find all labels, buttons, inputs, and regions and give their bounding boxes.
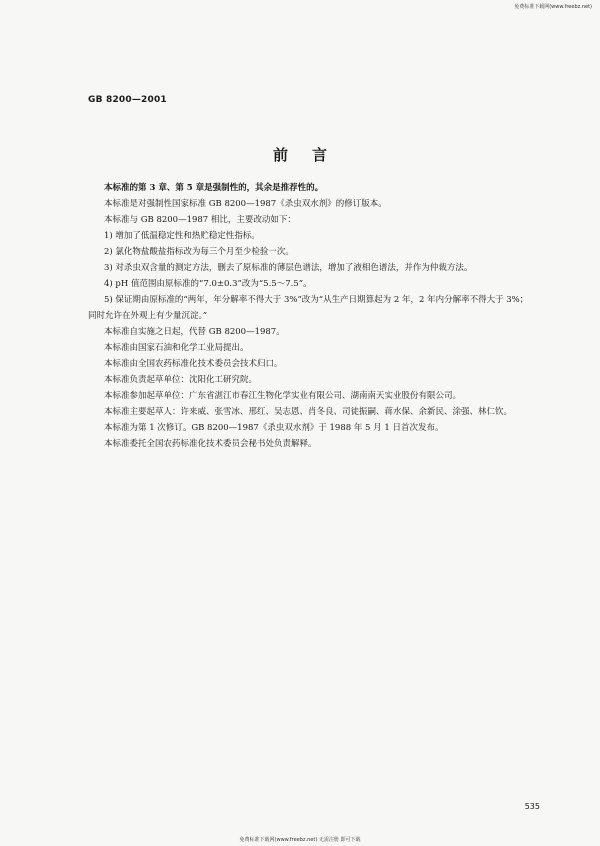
paragraph: 本标准的第 3 章、第 5 章是强制性的，其余是推荐性的。 <box>104 183 324 193</box>
paragraph: 本标准与 GB 8200—1987 相比，主要改动如下： <box>104 215 296 225</box>
paragraph: 2) 氯化物盐酸盐指标改为每三个月至少检验一次。 <box>104 247 294 257</box>
paragraph: 本标准自实施之日起，代替 GB 8200—1987。 <box>104 327 285 337</box>
paragraph: 本标准主要起草人：许来威、张雪冰、邢红、吴志恩、肖冬良、司徒振嗣、蒋水保、余新民、涂强、林仁钦。 <box>104 407 513 417</box>
watermark-top: 免费标准下载网(www.freebz.net) <box>514 4 592 10</box>
watermark-bottom: 免费标准下载网(www.freebz.net) 无需注册 即可下载 <box>239 837 361 843</box>
page-title: 前言 <box>272 146 351 164</box>
paragraph: 本标准参加起草单位：广东省湛江市春江生物化学实业有限公司、湖南南天实业股份有限公司。 <box>104 391 462 401</box>
foreword-body <box>88 180 530 452</box>
paragraph: 本标准由全国农药标准化技术委员会技术归口。 <box>104 359 283 369</box>
paragraph: 本标准负责起草单位：沈阳化工研究院。 <box>104 375 258 385</box>
paragraph: 本标准委托全国农药标准化技术委员会秘书处负责解释。 <box>104 439 317 449</box>
paragraph: 5) 保证期由原标准的“两年，年分解率不得大于 3%”改为“从生产日期算起为 2 年，2 年内分解率不得大于 3%；同时允许在外观上有少量沉淀。” <box>88 295 529 321</box>
paragraph: 本标准由国家石油和化学工业局提出。 <box>104 343 249 353</box>
paragraph: 3) 对杀虫双含量的测定方法，删去了原标准的薄层色谱法，增加了液相色谱法，并作为仲裁方法。 <box>104 263 473 273</box>
paragraph: 本标准为第 1 次修订。GB 8200—1987《杀虫双水剂》于 1988 年 5 月 1 日首次发布。 <box>104 423 444 433</box>
paragraph: 本标准是对强制性国家标准 GB 8200—1987《杀虫双水剂》的修订版本。 <box>104 199 387 209</box>
page-number: 535 <box>524 802 540 811</box>
paragraph: 1) 增加了低温稳定性和热贮稳定性指标。 <box>104 231 260 241</box>
paragraph: 4) pH 值范围由原标准的“7.0±0.3”改为“5.5～7.5”。 <box>104 279 312 289</box>
standard-code: GB 8200—2001 <box>88 95 167 105</box>
